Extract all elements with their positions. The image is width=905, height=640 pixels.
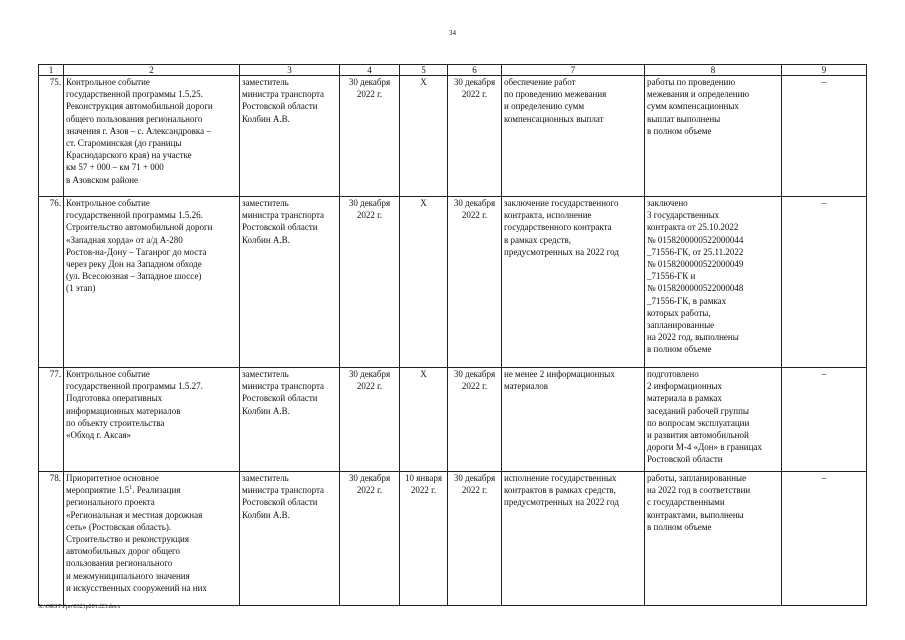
row-number-cell: 77. [39,368,64,472]
responsible-person-line: министра транспорта [242,210,325,221]
event-description-line: (ул. Всесоюзная – Западное шоссе) [66,271,202,282]
actual-result-line: контрактами, выполнены [647,509,744,520]
actual-result-line: заседаний рабочей группы [647,405,749,416]
header-col-9: 9 [782,65,867,76]
table-row [39,76,867,197]
event-description-text: мероприятие 1.5 [66,485,130,496]
event-description-line: пользования регионального [66,558,173,569]
row-number-cell: 76. [39,197,64,368]
actual-result-line: _71556-ГК, от 25.11.2022 [647,246,744,257]
planned-end-date-cell [448,472,502,606]
event-description-line [66,484,237,496]
responsible-person-line: Ростовской области [242,497,318,508]
event-description-line: в Азовском районе [66,174,139,185]
expected-result-line: предусмотренных на 2022 год [504,246,619,257]
note-cell: – [782,76,867,197]
responsible-person-line: Колбин А.В. [242,405,290,416]
header-col-3: 3 [240,65,340,76]
planned-end-date-cell [448,76,502,197]
header-col-8: 8 [645,65,782,76]
expected-result-line: материалов [504,381,548,392]
responsible-person-cell [240,76,340,197]
expected-result-cell [502,76,645,197]
actual-result-line: № 0158200000522000049 [647,259,744,270]
actual-result-line: № 0158200000522000044 [647,234,744,245]
expected-result-line: контракта, исполнение [504,210,592,221]
planned-start-date-line: 2022 г. [356,381,383,392]
event-description-cell [64,368,240,472]
planned-end-date-line: 30 декабря [453,473,496,483]
event-description-line: регионального проекта [66,497,155,508]
responsible-person-line: Ростовской области [242,101,318,112]
actual-result-line: на 2022 год, выполнены [647,332,739,343]
responsible-person-line: Колбин А.В. [242,509,290,520]
actual-result-line: в полном объеме [647,125,712,136]
planned-end-date-line: 30 декабря [453,77,496,87]
planned-end-date-line: 2022 г. [461,381,488,392]
actual-start-date-cell [400,197,448,368]
responsible-person-cell [240,368,340,472]
actual-result-line: материала в рамках [647,393,722,404]
planned-start-date-cell [340,368,400,472]
event-description-line: информационных материалов [66,405,181,416]
event-description-line: «Региональная и местная дорожная [66,509,203,520]
planned-end-date-line: 2022 г. [461,210,488,221]
actual-start-date-line: Х [420,369,427,379]
row-number-cell: 78. [39,472,64,606]
event-description-line: и искусственных сооружений на них [66,582,207,593]
event-description-line: государственной программы 1.5.26. [66,210,203,221]
actual-result-line: выплат выполнены [647,113,721,124]
expected-result-line: заключение государственного [504,198,619,208]
actual-result-line: работы, запланированные [647,473,747,483]
actual-result-line: № 0158200000522000048 [647,283,744,294]
responsible-person-line: министра транспорта [242,485,325,496]
planned-start-date-cell [340,197,400,368]
actual-result-line: заключено [647,198,688,208]
event-description-line: Краснодарского края) на участке [66,150,192,161]
report-table [38,64,867,606]
planned-start-date-cell [340,472,400,606]
responsible-person-line: министра транспорта [242,381,325,392]
planned-end-date-cell [448,368,502,472]
expected-result-cell [502,368,645,472]
actual-result-cell [645,368,782,472]
responsible-person-line: Ростовской области [242,393,318,404]
expected-result-line: контрактов в рамках средств, [504,485,616,496]
planned-end-date-line: 2022 г. [461,89,488,100]
actual-result-line: _71556-ГК, в рамках [647,295,727,306]
actual-result-line: в полном объеме [647,344,712,355]
responsible-person-line: заместитель [242,369,289,379]
actual-result-cell [645,197,782,368]
actual-result-line: дороги М-4 «Дон» в границах [647,442,762,453]
planned-start-date-line: 30 декабря [348,198,391,208]
event-description-line: (1 этап) [66,283,96,294]
event-description-line: «Западная хорда» от а/д А-280 [66,234,183,245]
table-row [39,197,867,368]
expected-result-line: предусмотренных на 2022 год [504,497,619,508]
responsible-person-line: Ростовской области [242,222,318,233]
event-description-cell [64,472,240,606]
event-description-line: государственной программы 1.5.27. [66,381,203,392]
actual-result-line: межевания и определению [647,89,750,100]
event-description-line: государственной программы 1.5.25. [66,89,203,100]
actual-start-date-cell [400,368,448,472]
event-description-line: Строительство автомобильной дороги [66,222,213,233]
expected-result-line: государственного контракта [504,222,612,233]
planned-end-date-line: 2022 г. [461,485,488,496]
actual-start-date-line: Х [420,198,427,208]
expected-result-cell [502,197,645,368]
actual-result-line: Ростовской области [647,454,723,465]
planned-start-date-line: 30 декабря [348,369,391,379]
event-description-cell [64,197,240,368]
note-cell: – [782,368,867,472]
actual-start-date-line: 2022 г. [410,485,437,496]
event-description-line: общего пользования регионального [66,113,203,124]
table-row [39,472,867,606]
event-description-line: Подготовка оперативных [66,393,163,404]
actual-result-line: контракта от 25.10.2022 [647,222,739,233]
planned-start-date-line: 2022 г. [356,89,383,100]
actual-result-line: 2 информационных [647,381,723,392]
event-description-line: Контрольное событие [66,77,150,87]
header-col-1: 1 [39,65,64,76]
event-description-line: «Обход г. Аксая» [66,430,132,441]
event-description-line: ст. Староминская (до границы [66,138,182,149]
actual-start-date-cell [400,472,448,606]
actual-result-line: на 2022 год в соответствии [647,485,751,496]
expected-result-cell [502,472,645,606]
actual-result-cell [645,76,782,197]
expected-result-line: в рамках средств, [504,234,572,245]
header-row [39,65,867,76]
responsible-person-line: заместитель [242,77,289,87]
actual-result-line: 3 государственных [647,210,720,221]
actual-result-line: _71556-ГК и [647,271,696,282]
expected-result-line: по проведению межевания [504,89,607,100]
actual-start-date-line: Х [420,77,427,87]
responsible-person-line: министра транспорта [242,89,325,100]
actual-start-date-line: 10 января [405,473,442,483]
event-description-line: через реку Дон на Западном обходе [66,259,202,270]
responsible-person-cell [240,197,340,368]
event-description-line: Контрольное событие [66,369,150,379]
event-description-line: км 57 + 000 – км 71 + 000 [66,162,164,173]
note-cell: – [782,472,867,606]
expected-result-line: компенсационных выплат [504,113,604,124]
event-description-line: и межмуниципального значения [66,570,190,581]
event-description-line: по объекту строительства [66,417,165,428]
planned-end-date-line: 30 декабря [453,369,496,379]
actual-result-line: сумм компенсационных [647,101,739,112]
event-description-line: автомобильных дорог общего [66,546,180,557]
actual-result-line: в полном объеме [647,521,712,532]
header-col-6: 6 [448,65,502,76]
header-col-5: 5 [400,65,448,76]
event-description-line: сеть» (Ростовская область). [66,521,172,532]
file-path-footer: X:\ORST\Ppo\0321p201.f23.docx [38,604,121,610]
planned-start-date-line: 30 декабря [348,473,391,483]
table-row [39,368,867,472]
header-col-2: 2 [64,65,240,76]
expected-result-line: и определению сумм [504,101,585,112]
responsible-person-line: заместитель [242,198,289,208]
expected-result-line: исполнение государственных [504,473,617,483]
event-description-cell [64,76,240,197]
event-description-line: Приоритетное основное [66,473,159,483]
responsible-person-cell [240,472,340,606]
planned-end-date-cell [448,197,502,368]
actual-result-cell [645,472,782,606]
event-description-line: Реконструкция автомобильной дороги [66,101,213,112]
event-description-text-rest: . Реализация [132,485,181,496]
actual-result-line: запланированные [647,320,715,331]
header-col-4: 4 [340,65,400,76]
footnote-marker: 1 [129,485,133,492]
row-number-cell: 75. [39,76,64,197]
event-description-line: Строительство и реконструкция [66,534,189,545]
event-description-line: Контрольное событие [66,198,150,208]
expected-result-line: обеспечение работ [504,77,576,87]
planned-start-date-line: 2022 г. [356,485,383,496]
planned-start-date-line: 2022 г. [356,210,383,221]
actual-result-line: и развития автомобильной [647,430,749,441]
page-number: 34 [449,29,456,37]
actual-result-line: работы по проведению [647,77,736,87]
actual-result-line: с государственными [647,497,725,508]
planned-start-date-cell [340,76,400,197]
actual-result-line: которых работы, [647,307,711,318]
actual-result-line: подготовлено [647,369,699,379]
planned-start-date-line: 30 декабря [348,77,391,87]
actual-result-line: по вопросам эксплуатации [647,417,750,428]
responsible-person-line: Колбин А.В. [242,234,290,245]
header-col-7: 7 [502,65,645,76]
expected-result-line: не менее 2 информационных [504,369,615,379]
event-description-line: значения г. Азов – с. Александровка – [66,125,211,136]
responsible-person-line: Колбин А.В. [242,113,290,124]
event-description-line: Ростов-на-Дону – Таганрог до моста [66,246,207,257]
planned-end-date-line: 30 декабря [453,198,496,208]
responsible-person-line: заместитель [242,473,289,483]
note-cell: – [782,197,867,368]
actual-start-date-cell [400,76,448,197]
